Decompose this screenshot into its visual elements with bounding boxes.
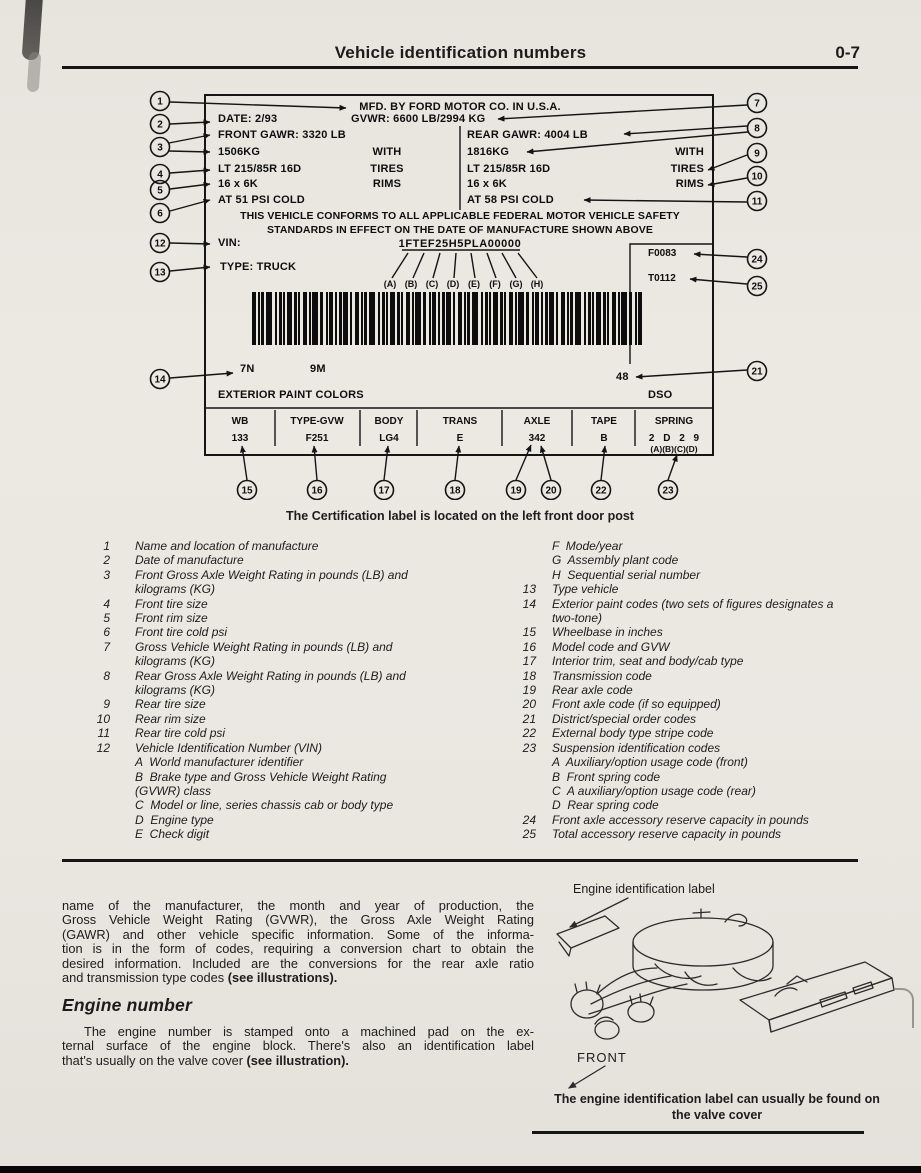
callout-13	[151, 263, 170, 282]
svg-text:17: 17	[378, 485, 390, 497]
conformity-line1: THIS VEHICLE CONFORMS TO ALL APPLICABLE FEDERAL MOTOR VEHICLE SAFETY	[240, 210, 680, 222]
gvwr-line: GVWR: 6600 LB/2994 KG	[351, 113, 486, 125]
table-value-spring: 2 D 2 9	[648, 433, 700, 444]
callout-18	[446, 481, 465, 500]
legend-right-column	[480, 539, 900, 842]
legend-item: 23 Suspension identification codes	[522, 740, 721, 755]
legend-item: C Model or line, series chassis cab or body type	[135, 798, 394, 813]
svg-text:4: 4	[157, 169, 163, 181]
table-value-wb: 133	[231, 433, 249, 444]
callout-21	[748, 362, 767, 381]
front-label: FRONT	[577, 1050, 627, 1065]
legend-item: 15 Wheelbase in inches	[522, 625, 663, 640]
svg-text:18: 18	[449, 485, 461, 497]
legend-item: C A auxiliary/option usage code (rear)	[552, 783, 756, 798]
svg-text:25: 25	[751, 281, 763, 293]
callout-12	[151, 234, 170, 253]
legend-item: 10 Rear rim size	[96, 711, 206, 726]
legend-item: kilograms (KG)	[135, 654, 216, 669]
body-line: desired information. Included are the conversions for the rear axle ratio	[62, 955, 534, 971]
svg-text:9: 9	[754, 148, 760, 160]
body-line: (GAWR) and other vehicle specific information. Some of the informa-	[62, 926, 534, 942]
legend-item: A Auxiliary/option usage code (front)	[552, 755, 748, 770]
rear-gawr: REAR GAWR: 4004 LB	[467, 129, 588, 141]
vin-letter-d: (D)	[446, 279, 460, 289]
code-bracket	[630, 244, 713, 364]
label-outline	[205, 95, 713, 455]
body-line: tion is in the form of codes, requiring a conversion chart to obtain the	[62, 941, 534, 957]
vin-letter-e: (E)	[468, 279, 480, 289]
svg-text:24: 24	[751, 254, 763, 266]
engine-label-annotation: Engine identification label	[573, 882, 715, 896]
callout-25	[748, 277, 767, 296]
callout-23	[659, 481, 678, 500]
svg-text:13: 13	[154, 267, 166, 279]
front-rim-size: 16 x 6K	[218, 178, 258, 190]
legend-item: 2 Date of manufacture	[103, 553, 244, 568]
svg-text:21: 21	[751, 366, 763, 378]
exterior-paint-heading: EXTERIOR PAINT COLORS	[218, 389, 364, 401]
legend-item: A World manufacturer identifier	[135, 755, 304, 770]
body-line: Gross Vehicle Weight Rating (GVWR), the Gross Axle Weight Rating	[62, 912, 534, 928]
vin-letter-h: (H)	[530, 279, 544, 289]
certification-caption: The Certification label is located on the left front door post	[286, 509, 634, 523]
legend-item: 12 Vehicle Identification Number (VIN)	[96, 740, 322, 755]
callout-8	[748, 119, 767, 138]
legend-item: D Engine type	[135, 812, 214, 827]
table-value-body: LG4	[379, 433, 399, 444]
rear-tire-size: LT 215/85R 16D	[467, 163, 551, 175]
legend-item: E Check digit	[135, 827, 210, 842]
vin-letter-a: (A)	[383, 279, 397, 289]
conformity-line2: STANDARDS IN EFFECT ON THE DATE OF MANUFACTURE SHOWN ABOVE	[267, 224, 653, 236]
callout-16	[308, 481, 327, 500]
table-header-tape: TAPE	[591, 416, 617, 427]
callout-17	[375, 481, 394, 500]
valve-cover	[740, 962, 894, 1032]
legend-item: 24 Front axle accessory reserve capacity in pounds	[522, 812, 809, 827]
code-f: F0083	[648, 248, 677, 259]
callout-19	[507, 481, 526, 500]
table-value-axle: 342	[528, 433, 546, 444]
svg-text:5: 5	[157, 185, 163, 197]
callout-22	[592, 481, 611, 500]
table-header-wb: WB	[231, 416, 249, 427]
callout-24	[748, 250, 767, 269]
callout-3	[151, 138, 170, 157]
legend-item: 4 Front tire size	[103, 596, 208, 611]
svg-text:11: 11	[751, 196, 763, 208]
legend-item: 17 Interior trim, seat and body/cab type	[522, 654, 744, 669]
callout-2	[151, 115, 170, 134]
paint-code-2: 9M	[310, 363, 326, 375]
rims-label-mid: RIMS	[372, 178, 402, 190]
legend-item: two-tone)	[552, 611, 603, 626]
body-line: name of the manufacturer, the month and year of production, the	[62, 898, 534, 913]
legend-item: D Rear spring code	[552, 798, 659, 813]
engine-illustration	[535, 876, 905, 1095]
page-title: Vehicle identification numbers	[334, 43, 587, 62]
callout-1	[151, 92, 170, 111]
page-number: 0-7	[835, 43, 860, 62]
svg-text:2: 2	[157, 119, 163, 131]
front-psi: AT 51 PSI COLD	[218, 194, 305, 206]
table-value-typegvw: F251	[305, 433, 329, 444]
vin-letter-c: (C)	[425, 279, 439, 289]
see-illustration-ref: (see illustration).	[246, 1052, 349, 1068]
paint-code-1: 7N	[240, 363, 255, 375]
table-header-trans: TRANS	[442, 416, 478, 427]
legend-item: kilograms (KG)	[135, 582, 216, 597]
legend-item: 7 Gross Vehicle Weight Rating in pounds (LB) and	[103, 639, 393, 654]
callout-9	[748, 144, 767, 163]
rear-gawr-kg: 1816KG	[467, 146, 510, 158]
tires-label-right: TIRES	[670, 163, 704, 175]
rear-rim-size: 16 x 6K	[467, 178, 507, 190]
svg-text:22: 22	[595, 485, 607, 497]
legend-item: 6 Front tire cold psi	[103, 625, 228, 640]
legend-item: B Front spring code	[552, 769, 661, 784]
tires-label-mid: TIRES	[370, 163, 404, 175]
legend-item: 14 Exterior paint codes (two sets of figures designates a	[522, 596, 834, 611]
figure-caption-rule	[532, 1131, 864, 1134]
dso-label: DSO	[648, 389, 673, 401]
dso-value: 48	[616, 371, 629, 383]
legend-item: B Brake type and Gross Vehicle Weight Rating	[135, 769, 387, 784]
body-line: that's usually on the valve cover (see illustration).	[62, 1052, 349, 1068]
mfd-line: MFD. BY FORD MOTOR CO. IN U.S.A.	[359, 101, 561, 113]
svg-text:16: 16	[311, 485, 323, 497]
table-value-trans: E	[456, 433, 464, 444]
date-line: DATE: 2/93	[218, 113, 278, 125]
svg-text:19: 19	[510, 485, 522, 497]
legend-item: G Assembly plant code	[552, 553, 679, 568]
vin-label: VIN:	[218, 237, 241, 249]
svg-text:3: 3	[157, 142, 163, 154]
table-header-typegvw: TYPE-GVW	[290, 416, 344, 427]
callout-10	[748, 167, 767, 186]
legend-item: 22 External body type stripe code	[522, 726, 714, 741]
callout-15	[238, 481, 257, 500]
type-line: TYPE: TRUCK	[220, 261, 297, 273]
legend-item: H Sequential serial number	[552, 567, 701, 582]
legend-item: 25 Total accessory reserve capacity in pounds	[522, 827, 782, 842]
front-arrow	[569, 1066, 605, 1088]
table-header-body: BODY	[374, 416, 404, 427]
svg-text:12: 12	[154, 238, 166, 250]
callout-14	[151, 370, 170, 389]
air-cleaner	[633, 909, 773, 990]
with-label-right: WITH	[675, 146, 704, 158]
svg-text:7: 7	[754, 98, 760, 110]
rims-label-right: RIMS	[675, 178, 704, 190]
svg-text:14: 14	[154, 374, 166, 386]
front-gawr-kg: 1506KG	[218, 146, 261, 158]
svg-text:1: 1	[157, 96, 163, 108]
legend-item: 5 Front rim size	[103, 611, 208, 626]
svg-text:10: 10	[751, 171, 763, 183]
body-line: and transmission type codes (see illustrations).	[62, 970, 338, 986]
callout-7	[748, 94, 767, 113]
callout-20	[542, 481, 561, 500]
legend-item: 11 Rear tire cold psi	[97, 726, 226, 741]
legend-item: F Mode/year	[552, 539, 623, 553]
see-illustrations-ref: (see illustrations).	[227, 970, 338, 986]
header-rule	[62, 66, 858, 69]
svg-text:23: 23	[662, 485, 674, 497]
svg-text:6: 6	[157, 208, 163, 220]
legend-item: 21 District/special order codes	[522, 711, 697, 726]
legend-left-column	[62, 539, 467, 842]
code-t: T0112	[648, 273, 676, 284]
engine-figure-caption: The engine identification label can usually be found on the valve cover	[554, 1092, 880, 1122]
vin-letter-b: (B)	[404, 279, 418, 289]
legend-item: 13 Type vehicle	[522, 582, 619, 597]
vin-letter-g: (G)	[509, 279, 523, 289]
legend-item: 16 Model code and GVW	[522, 639, 670, 654]
callout-6	[151, 204, 170, 223]
svg-text:8: 8	[754, 123, 760, 135]
legend-item: 19 Rear axle code	[522, 683, 633, 698]
svg-text:15: 15	[241, 485, 253, 497]
vin-value: 1FTEF25H5PLA00000	[398, 238, 522, 250]
legend-item: 3 Front Gross Axle Weight Rating in pounds (LB) and	[103, 567, 408, 582]
certification-label-diagram	[130, 88, 790, 500]
legend-item: (GVWR) class	[135, 783, 211, 798]
distributor	[571, 982, 654, 1039]
legend-item: 9 Rear tire size	[103, 697, 206, 712]
body-paragraph-2	[62, 1025, 534, 1068]
front-gawr: FRONT GAWR: 3320 LB	[218, 129, 346, 141]
legend-item: 8 Rear Gross Axle Weight Rating in pounds (LB) and	[103, 668, 406, 683]
table-header-axle: AXLE	[523, 416, 551, 427]
annotation-arrow	[570, 898, 628, 927]
svg-text:20: 20	[545, 485, 557, 497]
table-value-tape: B	[600, 433, 608, 444]
engine-number-heading: Engine number	[62, 995, 192, 1015]
callout-11	[748, 192, 767, 211]
body-line: The engine number is stamped onto a machined pad on the ex-	[84, 1024, 534, 1039]
identification-label-flag	[557, 916, 619, 956]
rear-psi: AT 58 PSI COLD	[467, 194, 554, 206]
vin-fan-lines	[392, 253, 537, 278]
table-header-spring: SPRING	[654, 416, 694, 427]
body-paragraph-1	[62, 899, 534, 985]
legend-item: kilograms (KG)	[135, 683, 216, 698]
legend-item: 18 Transmission code	[522, 668, 652, 683]
vin-letter-f: (F)	[489, 279, 501, 289]
with-label-mid: WITH	[372, 146, 402, 158]
section-rule	[62, 859, 858, 862]
legend-item: 20 Front axle code (if so equipped)	[522, 697, 721, 712]
front-tire-size: LT 215/85R 16D	[218, 163, 302, 175]
scan-edge-bottom	[0, 1166, 921, 1173]
table-value-spring-sub: (A)(B)(C)(D)	[650, 444, 698, 454]
legend-item: 1 Name and location of manufacture	[103, 539, 319, 553]
body-line: ternal surface of the engine block. There's also an identification label	[62, 1038, 534, 1054]
